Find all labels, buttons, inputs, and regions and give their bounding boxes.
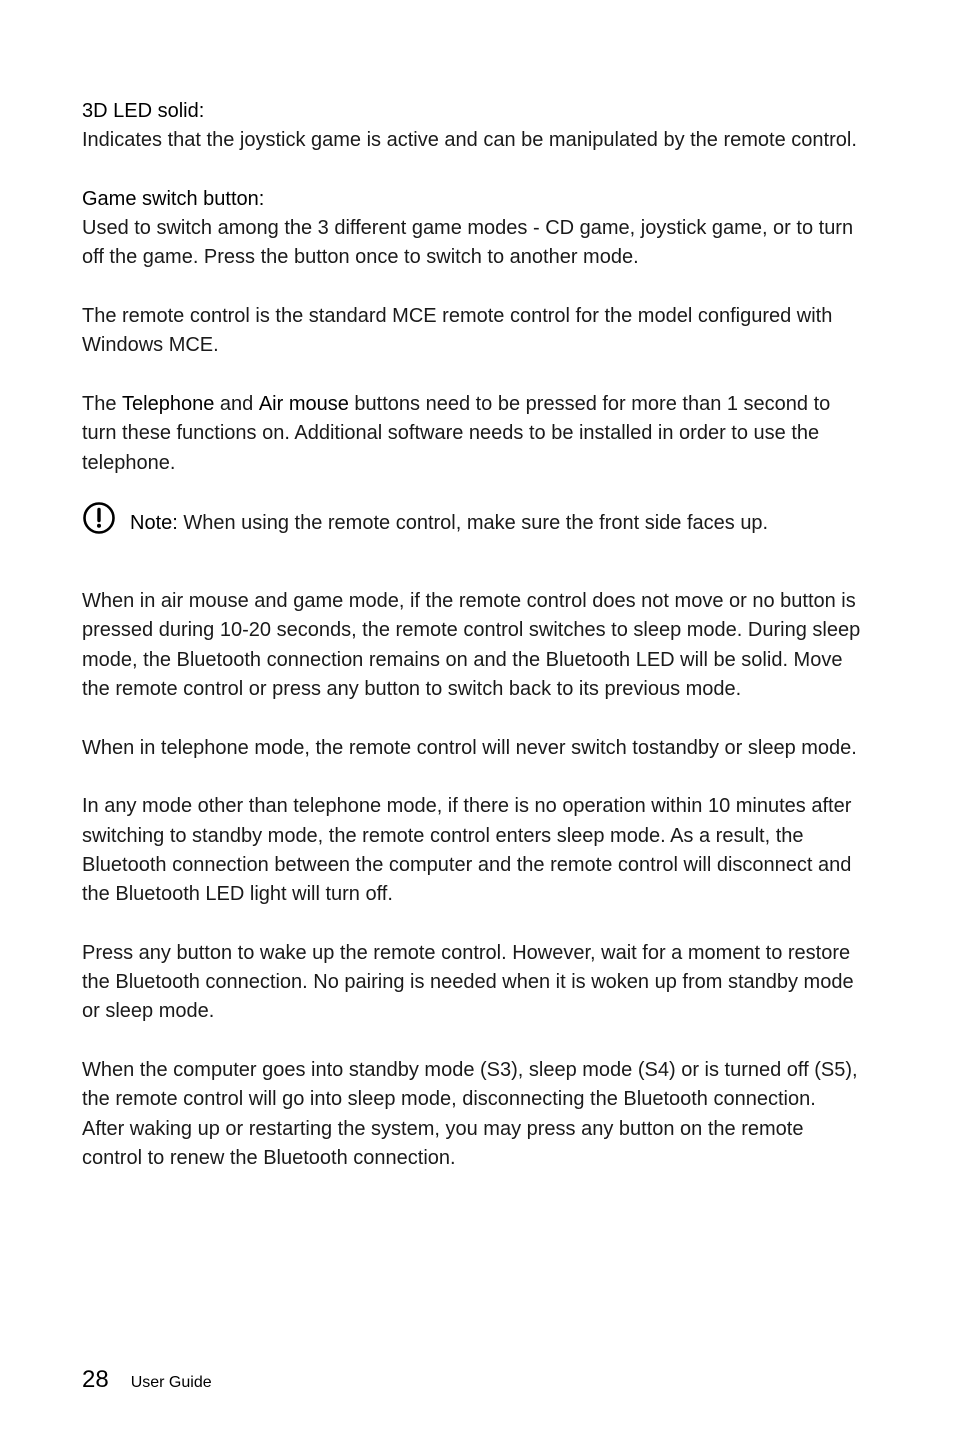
note-block [82, 507, 862, 557]
led-section [82, 97, 862, 156]
telephone-paragraph [82, 390, 862, 478]
telephone-mid: and [214, 392, 259, 415]
exclamation-circle-icon [82, 501, 116, 535]
note-body: When using the remote control, make sure the front side faces up. [177, 512, 769, 535]
telephone-bold: Telephone [122, 392, 215, 415]
page-number: 28 [82, 1366, 109, 1393]
note-text [130, 509, 768, 538]
telephone-pre: The [82, 392, 123, 415]
page-footer [82, 1366, 212, 1398]
paragraph-wake-up: Press any button to wake up the remote control. However, wait for a moment to restore the Bluetooth connection. No pairing is needed when it is woken up from standby mode or sleep mode. [82, 941, 854, 1023]
game-switch-text: Used to switch among the 3 different game modes - CD game, joystick game, or to turn off the game. Press the button once to switch to another mode. [82, 217, 854, 269]
game-switch-section [82, 185, 862, 273]
game-switch-heading: Game switch button: [82, 187, 265, 210]
mce-paragraph: The remote control is the standard MCE remote control for the model configured with Windows MCE. [82, 305, 833, 357]
paragraph-telephone-mode: When in telephone mode, the remote control will never switch tostandby or sleep mode. [82, 736, 857, 759]
telephone-post: buttons need to be pressed for more than 1 second to turn these functions on. Additional software needs to be installed in order to use the telephone. [82, 392, 831, 474]
page-content [82, 97, 862, 1202]
footer-title: User Guide [130, 1374, 212, 1391]
paragraph-air-mouse-sleep: When in air mouse and game mode, if the remote control does not move or no button is pressed during 10-20 seconds, the remote control switches to sleep mode. During sleep mode, the Bluetooth connection remains on and the Bluetooth LED will be solid. Move the remote control or press any button to switch back to its previous mode. [82, 590, 861, 701]
paragraph-computer-standby: When the computer goes into standby mode (S3), sleep mode (S4) or is turned off (S5), the remote control will go into sleep mode, disconnecting the Bluetooth connection. After waking up or restarting the system, you may press any button on the remote control to renew the Bluetooth connection. [82, 1058, 858, 1169]
air-mouse-bold: Air mouse [258, 392, 349, 415]
led-heading: 3D LED solid: [82, 100, 205, 122]
paragraph-standby-sleep: In any mode other than telephone mode, if there is no operation within 10 minutes after switching to standby mode, the remote control enters sleep mode. As a result, the Bluetooth connection between the computer and the remote control will disconnect and the Bluetooth LED light will turn off. [82, 795, 852, 906]
note-label: Note: [130, 512, 178, 535]
led-text: Indicates that the joystick game is active and can be manipulated by the remote control. [82, 129, 857, 152]
